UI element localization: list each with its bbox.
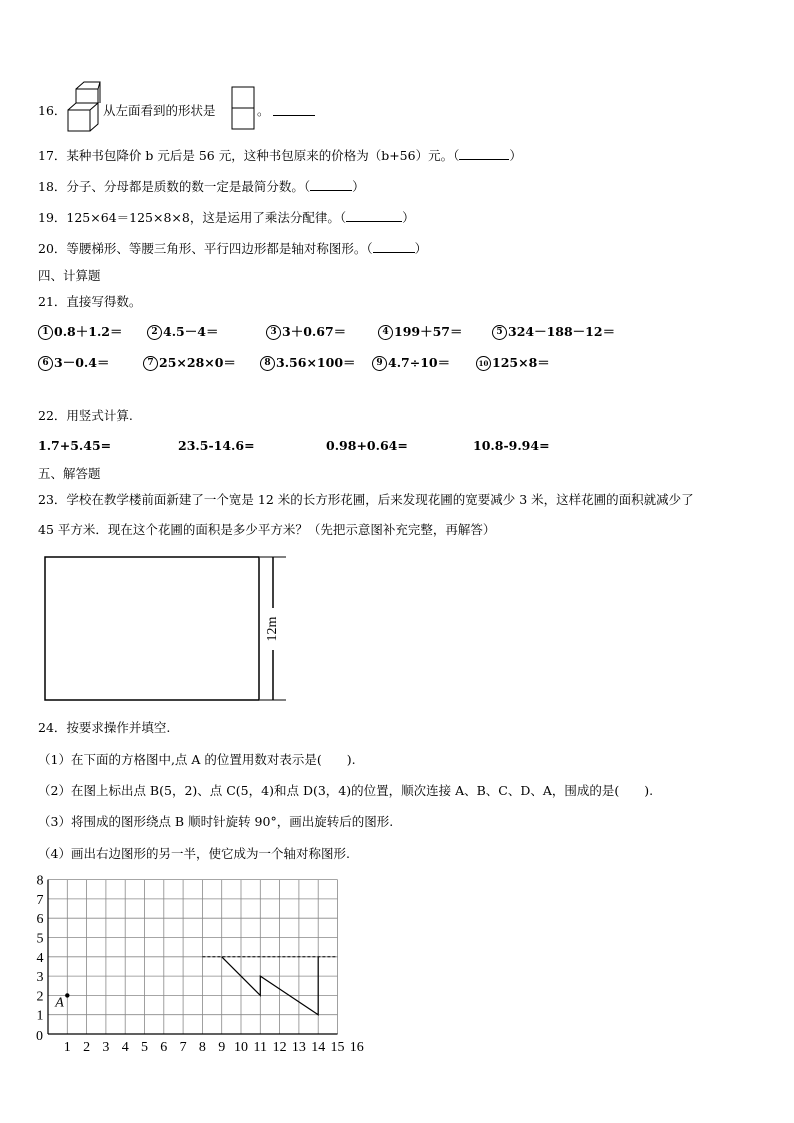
circled-number: 4 xyxy=(378,325,393,340)
q22-item-1: 1.7+5.45= xyxy=(38,438,112,453)
q16-suffix: 。 xyxy=(257,103,270,118)
x-tick-label: 6 xyxy=(160,1040,168,1055)
circled-number: 1 xyxy=(38,325,53,340)
circled-number: 8 xyxy=(260,356,275,371)
x-tick-label: 13 xyxy=(291,1040,306,1055)
q24-part-1: （1）在下面的方格图中,点 A 的位置用数对表示是( ). xyxy=(38,752,356,767)
x-tick-label: 10 xyxy=(234,1040,248,1055)
x-tick-label: 2 xyxy=(83,1040,91,1055)
circled-number: 10 xyxy=(476,356,491,371)
q23-line-1: 23．学校在教学楼前面新建了一个宽是 12 米的长方形花圃，后来发现花圃的宽要减少 3 米，这样花圃的面积就减少了 xyxy=(38,492,694,507)
x-tick-label: 9 xyxy=(218,1040,226,1055)
point-a-label: A xyxy=(55,995,64,1011)
q16-number: 16． xyxy=(38,103,67,118)
section-5-heading: 五、解答题 xyxy=(38,466,101,481)
left-view-figure xyxy=(231,86,255,130)
x-tick-label: 7 xyxy=(179,1040,187,1055)
q21-expression: 3.56×100＝ xyxy=(276,355,356,370)
q19-answer-blank[interactable] xyxy=(346,209,402,222)
x-tick-label: 14 xyxy=(311,1040,326,1055)
coordinate-grid[interactable] xyxy=(30,866,380,1056)
q18-answer-blank[interactable] xyxy=(310,178,352,191)
q16-text: 从左面看到的形状是 xyxy=(103,103,216,118)
grid-figure xyxy=(54,957,337,1015)
q21-item-6 xyxy=(38,353,109,371)
grid-labels xyxy=(36,874,364,1055)
q21-expression: 125×8＝ xyxy=(492,355,550,370)
q21-title: 21．直接写得数。 xyxy=(38,294,142,309)
y-tick-label: 8 xyxy=(36,873,44,889)
width-label: 12m xyxy=(265,616,281,642)
q21-expression: 324－188－12＝ xyxy=(508,324,616,339)
q21-item-4 xyxy=(378,322,463,340)
y-tick-label: 3 xyxy=(36,970,44,986)
x-tick-label: 5 xyxy=(141,1040,148,1055)
y-tick-label: 5 xyxy=(36,931,44,947)
q21-item-1 xyxy=(38,322,123,340)
q21-item-5 xyxy=(492,322,615,340)
q21-item-7 xyxy=(143,353,236,371)
q17-answer-blank[interactable] xyxy=(459,147,509,160)
q21-item-10 xyxy=(476,353,550,371)
q23-line-2: 45 平方米．现在这个花圃的面积是多少平方米？（先把示意图补充完整，再解答） xyxy=(38,522,496,537)
q20-line xyxy=(38,239,427,257)
q21-item-8 xyxy=(260,353,356,371)
q21-item-9 xyxy=(372,353,450,371)
q21-expression: 3＋0.67＝ xyxy=(282,324,347,339)
garden-rectangle-diagram xyxy=(40,552,300,706)
q20-answer-blank[interactable] xyxy=(373,240,415,253)
q21-item-2 xyxy=(147,322,218,340)
garden-rectangle xyxy=(45,557,259,700)
q19-close: ） xyxy=(402,210,415,225)
q21-expression: 0.8＋1.2＝ xyxy=(54,324,123,339)
y-tick-label: 6 xyxy=(36,912,44,928)
x-tick-label: 8 xyxy=(198,1040,206,1055)
q22-item-3: 0.98+0.64= xyxy=(326,438,408,453)
x-tick-label: 11 xyxy=(253,1040,268,1055)
q22-title: 22．用竖式计算. xyxy=(38,408,133,423)
q21-expression: 4.5－4＝ xyxy=(163,324,219,339)
x-tick-label: 12 xyxy=(272,1040,287,1055)
q17-close: ） xyxy=(509,148,522,163)
y-tick-label: 7 xyxy=(36,892,44,908)
q20-text: 20．等腰梯形、等腰三角形、平行四边形都是轴对称图形。（ xyxy=(38,241,373,256)
q17-line xyxy=(38,146,522,164)
circled-number: 6 xyxy=(38,356,53,371)
q24-title: 24．按要求操作并填空. xyxy=(38,720,171,735)
q18-close: ） xyxy=(352,179,365,194)
half-figure xyxy=(222,957,319,1015)
q16-answer-blank[interactable] xyxy=(273,103,315,116)
q24-part-2: （2）在图上标出点 B(5，2)、点 C(5，4)和点 D(3，4)的位置，顺次连接 A、B、C、D、A，围成的是( ). xyxy=(38,783,654,798)
q17-text: 17．某种书包降价 b 元后是 56 元，这种书包原来的价格为（b+56）元。（ xyxy=(38,148,460,163)
circled-number: 9 xyxy=(372,356,387,371)
q24-part-3: （3）将围成的图形绕点 B 顺时针旋转 90°，画出旋转后的图形. xyxy=(38,814,394,829)
q20-close: ） xyxy=(414,241,428,256)
q19-line xyxy=(38,208,415,226)
y-tick-label: 4 xyxy=(36,950,44,966)
circled-number: 2 xyxy=(147,325,162,340)
x-tick-label: 4 xyxy=(121,1040,129,1055)
q21-expression: 4.7÷10＝ xyxy=(388,355,451,370)
y-tick-label: 2 xyxy=(36,989,44,1005)
cube-stack-figure xyxy=(66,80,102,134)
circled-number: 3 xyxy=(266,325,281,340)
q21-expression: 199＋57＝ xyxy=(394,324,463,339)
q22-item-4: 10.8-9.94= xyxy=(473,438,550,453)
q21-item-3 xyxy=(266,322,346,340)
x-tick-label: 3 xyxy=(102,1040,110,1055)
circled-number: 7 xyxy=(143,356,158,371)
q21-expression: 25×28×0＝ xyxy=(159,355,236,370)
point-a xyxy=(65,993,69,997)
y-tick-label: 1 xyxy=(36,1008,44,1024)
q21-expression: 3－0.4＝ xyxy=(54,355,110,370)
q24-part-4: （4）画出右边图形的另一半，使它成为一个轴对称图形. xyxy=(38,846,350,861)
q19-text: 19．125×64＝125×8×8，这是运用了乘法分配律。（ xyxy=(38,210,347,225)
x-tick-label: 1 xyxy=(63,1040,71,1055)
x-tick-label: 15 xyxy=(330,1040,345,1055)
origin-label: 0 xyxy=(36,1029,43,1044)
q18-line xyxy=(38,177,365,195)
q18-text: 18．分子、分母都是质数的数一定是最简分数。（ xyxy=(38,179,311,194)
q22-item-2: 23.5-14.6= xyxy=(178,438,255,453)
x-tick-label: 16 xyxy=(349,1040,364,1055)
circled-number: 5 xyxy=(492,325,507,340)
section-4-heading: 四、计算题 xyxy=(38,268,101,283)
